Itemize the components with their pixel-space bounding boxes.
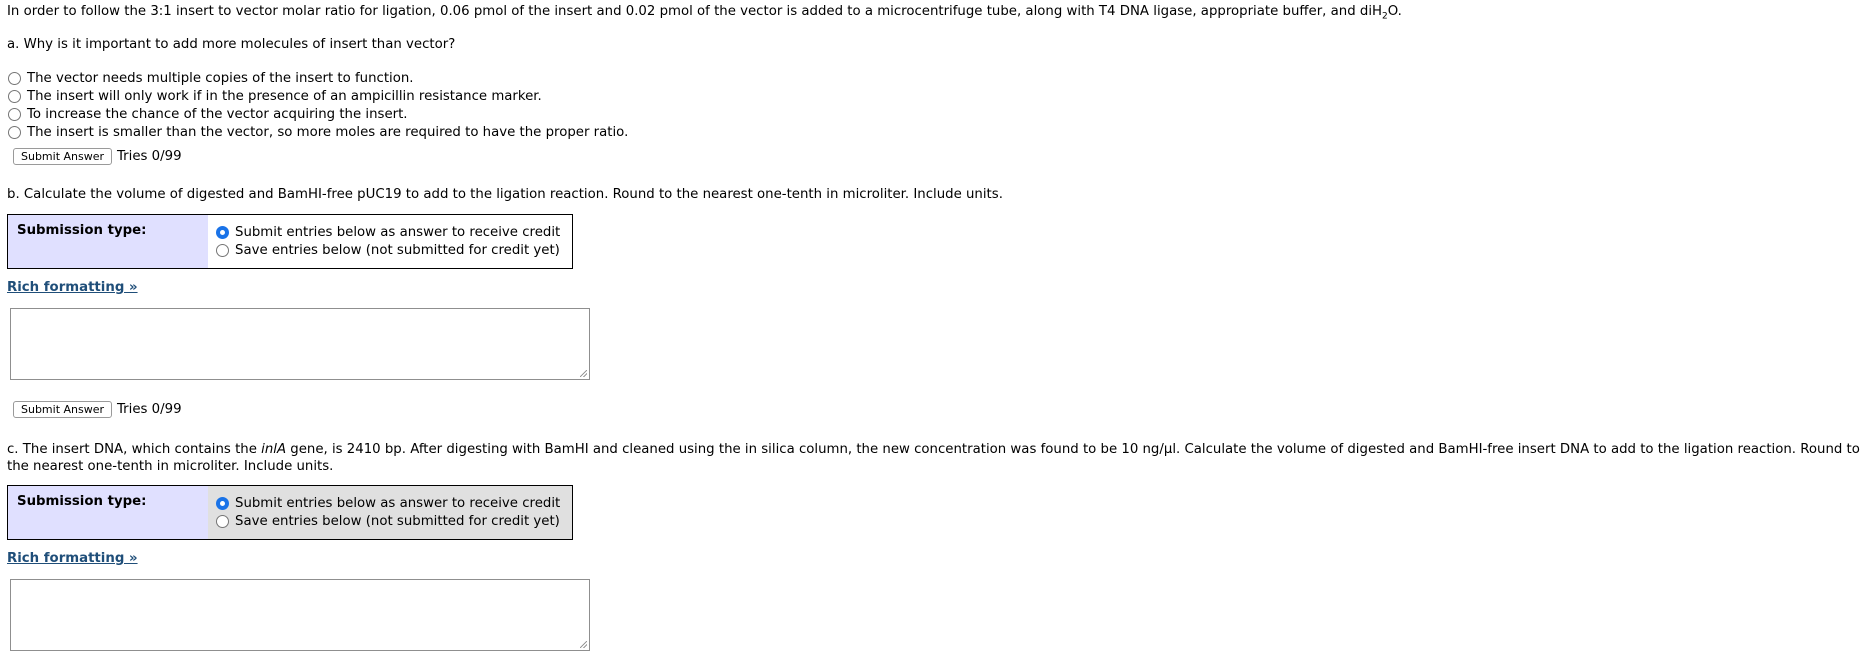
option-label: To increase the chance of the vector acquiring the insert. <box>27 106 408 122</box>
question-c-text: c. The insert DNA, which contains the <box>7 442 262 457</box>
intro-subscript: 2 <box>1382 11 1388 22</box>
option-a-2[interactable] <box>8 87 542 105</box>
submit-for-credit-option[interactable] <box>216 494 563 512</box>
radio-button[interactable] <box>216 515 229 528</box>
submission-type-label: Submission type: <box>8 215 208 268</box>
submission-type-box-c <box>7 485 573 540</box>
gene-name: inlA <box>261 442 287 457</box>
option-label: The vector needs multiple copies of the insert to function. <box>27 70 414 86</box>
tries-counter-b: Tries 0/99 <box>117 402 182 417</box>
option-a-1[interactable] <box>8 69 414 87</box>
save-entries-option[interactable] <box>216 241 563 259</box>
radio-button[interactable] <box>8 126 21 139</box>
intro-text: In order to follow the 3:1 insert to vector molar ratio for ligation, 0.06 pmol of the insert and 0.02 pmol of the vector is added to a microcentrifuge tube, along with T4 DNA ligase, appropriate buffer, and diH <box>7 4 1383 19</box>
intro-text-end: O. <box>1387 4 1402 19</box>
submission-type-box-b <box>7 214 573 269</box>
option-label: The insert will only work if in the presence of an ampicillin resistance marker. <box>27 88 542 104</box>
radio-button[interactable] <box>216 244 229 257</box>
radio-button-checked[interactable] <box>216 226 229 239</box>
radio-button[interactable] <box>8 108 21 121</box>
radio-button[interactable] <box>8 90 21 103</box>
submission-type-label: Submission type: <box>8 486 208 539</box>
question-a: a. Why is it important to add more molecules of insert than vector? <box>7 37 456 52</box>
option-label: Save entries below (not submitted for credit yet) <box>235 242 560 258</box>
submit-answer-button-a[interactable]: Submit Answer <box>13 148 112 165</box>
rich-formatting-link-c[interactable]: Rich formatting » <box>7 551 138 566</box>
submission-type-options <box>208 486 572 539</box>
save-entries-option[interactable] <box>216 512 563 530</box>
rich-formatting-link-b[interactable]: Rich formatting » <box>7 280 138 295</box>
question-c <box>7 441 1862 475</box>
question-b: b. Calculate the volume of digested and BamHI-free pUC19 to add to the ligation reaction. Round to the nearest one-tenth in microliter. Include units. <box>7 187 1003 202</box>
option-label: The insert is smaller than the vector, so more moles are required to have the proper ratio. <box>27 124 629 140</box>
submit-for-credit-option[interactable] <box>216 223 563 241</box>
tries-counter-a: Tries 0/99 <box>117 149 182 164</box>
radio-button-checked[interactable] <box>216 497 229 510</box>
answer-textarea-b[interactable] <box>10 308 590 380</box>
option-label: Submit entries below as answer to receive credit <box>235 224 561 240</box>
intro-paragraph <box>7 3 1862 26</box>
submit-answer-button-b[interactable]: Submit Answer <box>13 401 112 418</box>
option-a-3[interactable] <box>8 105 408 123</box>
answer-textarea-c[interactable] <box>10 579 590 651</box>
option-label: Submit entries below as answer to receive credit <box>235 495 561 511</box>
submission-type-options <box>208 215 572 268</box>
option-a-4[interactable] <box>8 123 628 141</box>
option-label: Save entries below (not submitted for credit yet) <box>235 513 560 529</box>
radio-button[interactable] <box>8 72 21 85</box>
question-c-text-end: gene, is 2410 bp. After digesting with BamHI and cleaned using the in silica column, the new concentration was found to be 10 ng/µl. Calculate the volume of digested and BamHI-free insert DNA to add to the ligation reaction. Round to the nearest one-tenth in microliter. Include units. <box>7 442 1860 474</box>
